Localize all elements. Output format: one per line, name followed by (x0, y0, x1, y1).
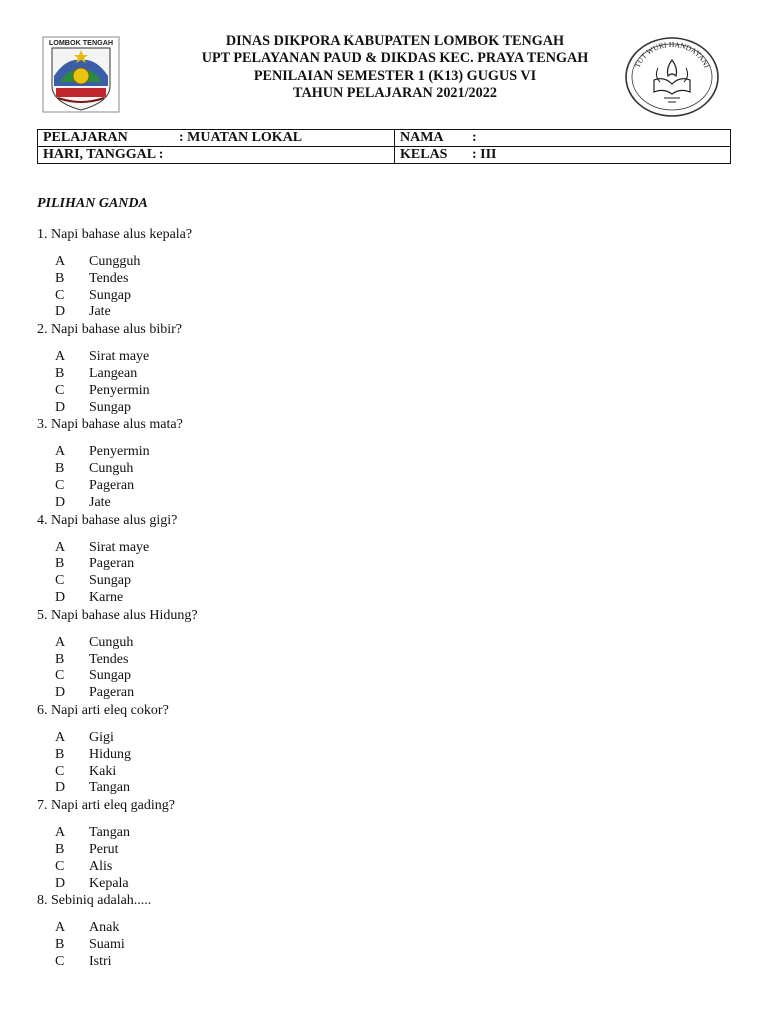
question-item (37, 892, 737, 970)
emblem-label: LOMBOK TENGAH (48, 38, 114, 47)
answer-option[interactable] (37, 366, 737, 383)
section-title: PILIHAN GANDA (37, 196, 148, 211)
option-text: Perut (89, 841, 119, 857)
question-item (37, 702, 737, 797)
option-letter: B (55, 937, 65, 953)
option-letter: C (55, 668, 65, 684)
answer-option[interactable] (37, 876, 737, 893)
option-text: Karne (89, 589, 124, 605)
option-letter: D (55, 399, 66, 415)
question-item (37, 512, 737, 607)
answer-option[interactable] (37, 780, 737, 797)
answer-option[interactable] (37, 842, 737, 859)
option-text: Tendes (89, 651, 129, 667)
kelas-label: KELAS (400, 147, 448, 162)
option-letter: D (55, 494, 66, 510)
option-letter: A (55, 349, 66, 365)
document-header (0, 0, 768, 120)
header-line-3: PENILAIAN SEMESTER 1 (K13) GUGUS VI (253, 67, 537, 84)
lombok-tengah-emblem-icon (42, 36, 120, 113)
header-line-2: UPT PELAYANAN PAUD & DIKDAS KEC. PRAYA TENGAH (201, 50, 589, 67)
option-letter: B (55, 270, 65, 286)
answer-option[interactable] (37, 271, 737, 288)
answer-option[interactable] (37, 920, 737, 937)
answer-option[interactable] (37, 383, 737, 400)
option-letter: A (55, 634, 66, 650)
answer-option[interactable] (37, 730, 737, 747)
header-line-4: TAHUN PELAJARAN 2021/2022 (293, 85, 497, 102)
option-letter: B (55, 365, 65, 381)
pelajaran-label: PELAJARAN (43, 130, 128, 145)
option-letter: C (55, 953, 65, 969)
pelajaran-value: : MUATAN LOKAL (179, 130, 303, 145)
kelas-cell (395, 147, 731, 164)
option-letter: A (55, 539, 66, 555)
option-text: Sirat maye (89, 349, 150, 365)
answer-option[interactable] (37, 668, 737, 685)
option-letter: C (55, 858, 65, 874)
answer-option[interactable] (37, 540, 737, 557)
option-letter: B (55, 746, 65, 762)
option-letter: C (55, 287, 65, 303)
option-text: Penyermin (89, 444, 150, 460)
question-item (37, 797, 737, 892)
option-letter: C (55, 763, 65, 779)
question-text: 5. Napi bahase alus Hidung? (37, 607, 198, 623)
answer-option[interactable] (37, 635, 737, 652)
option-text: Jate (89, 494, 111, 510)
answer-option[interactable] (37, 288, 737, 305)
nama-value: : (472, 130, 477, 145)
option-letter: A (55, 825, 66, 841)
header-line-1: DINAS DIKPORA KABUPATEN LOMBOK TENGAH (225, 33, 565, 49)
answer-option[interactable] (37, 444, 737, 461)
option-letter: D (55, 304, 66, 320)
emblem-motto: TUT WURI HANDAYANI (632, 39, 712, 70)
option-text: Tangan (89, 780, 131, 796)
option-text: Penyermin (89, 382, 150, 398)
option-letter: D (55, 875, 66, 891)
answer-option[interactable] (37, 590, 737, 607)
option-text: Cunguh (89, 461, 134, 477)
option-letter: B (55, 841, 65, 857)
question-item (37, 321, 737, 416)
option-letter: B (55, 461, 65, 477)
question-item (37, 416, 737, 511)
option-text: Tendes (89, 270, 129, 286)
option-text: Sungap (89, 287, 131, 303)
option-text: Pageran (89, 685, 135, 701)
option-text: Hidung (89, 746, 131, 762)
question-text: 1. Napi bahase alus kepala? (37, 227, 193, 242)
option-text: Tangan (89, 825, 131, 841)
option-text: Alis (89, 858, 113, 874)
question-text: 8. Sebiniq adalah..... (37, 893, 152, 909)
option-letter: B (55, 556, 65, 572)
kelas-value: : III (472, 147, 497, 162)
question-list (37, 226, 737, 971)
hari-tanggal-cell[interactable] (38, 147, 395, 164)
answer-option[interactable] (37, 747, 737, 764)
header-title-block (150, 33, 640, 103)
hari-tanggal-label: HARI, TANGGAL : (43, 147, 164, 162)
option-text: Langean (89, 365, 138, 381)
option-text: Sungap (89, 668, 131, 684)
option-text: Cunguh (89, 634, 134, 650)
option-text: Kepala (89, 875, 129, 891)
answer-option[interactable] (37, 573, 737, 590)
answer-option[interactable] (37, 859, 737, 876)
option-text: Istri (89, 953, 112, 969)
option-letter: B (55, 651, 65, 667)
option-text: Anak (89, 920, 120, 936)
answer-option[interactable] (37, 652, 737, 669)
option-letter: D (55, 589, 66, 605)
option-text: Gigi (89, 729, 114, 745)
answer-option[interactable] (37, 556, 737, 573)
question-text: 6. Napi arti eleq cokor? (37, 702, 169, 718)
question-text: 4. Napi bahase alus gigi? (37, 512, 178, 528)
student-info-table (37, 129, 731, 164)
option-text: Sungap (89, 573, 131, 589)
nama-label: NAMA (400, 130, 444, 145)
answer-option[interactable] (37, 461, 737, 478)
answer-option[interactable] (37, 349, 737, 366)
option-letter: C (55, 477, 65, 493)
answer-option[interactable] (37, 764, 737, 781)
option-text: Suami (89, 937, 125, 953)
question-text: 7. Napi arti eleq gading? (37, 798, 176, 814)
option-text: Sirat maye (89, 539, 150, 555)
option-letter: D (55, 685, 66, 701)
option-text: Cungguh (89, 254, 141, 269)
answer-option[interactable] (37, 937, 737, 954)
answer-option[interactable] (37, 478, 737, 495)
question-text: 2. Napi bahase alus bibir? (37, 322, 183, 338)
option-letter: C (55, 573, 65, 589)
answer-option[interactable] (37, 825, 737, 842)
answer-option[interactable] (37, 954, 737, 971)
option-text: Sungap (89, 399, 131, 415)
tut-wuri-handayani-emblem-icon (624, 36, 720, 118)
option-text: Pageran (89, 477, 135, 493)
question-item (37, 607, 737, 702)
info-row-2 (38, 147, 731, 164)
pelajaran-cell (38, 130, 395, 147)
option-letter: A (55, 254, 66, 269)
option-text: Pageran (89, 556, 135, 572)
option-letter: C (55, 382, 65, 398)
option-text: Kaki (89, 763, 117, 779)
info-row-1 (38, 130, 731, 147)
nama-cell[interactable] (395, 130, 731, 147)
answer-option[interactable] (37, 685, 737, 702)
option-letter: A (55, 444, 66, 460)
answer-option[interactable] (37, 495, 737, 512)
option-letter: A (55, 920, 66, 936)
question-item (37, 226, 737, 321)
answer-option[interactable] (37, 304, 737, 321)
question-text: 3. Napi bahase alus mata? (37, 417, 183, 433)
option-letter: D (55, 780, 66, 796)
option-letter: A (55, 729, 66, 745)
answer-option[interactable] (37, 400, 737, 417)
answer-option[interactable] (37, 254, 737, 271)
option-text: Jate (89, 304, 111, 320)
